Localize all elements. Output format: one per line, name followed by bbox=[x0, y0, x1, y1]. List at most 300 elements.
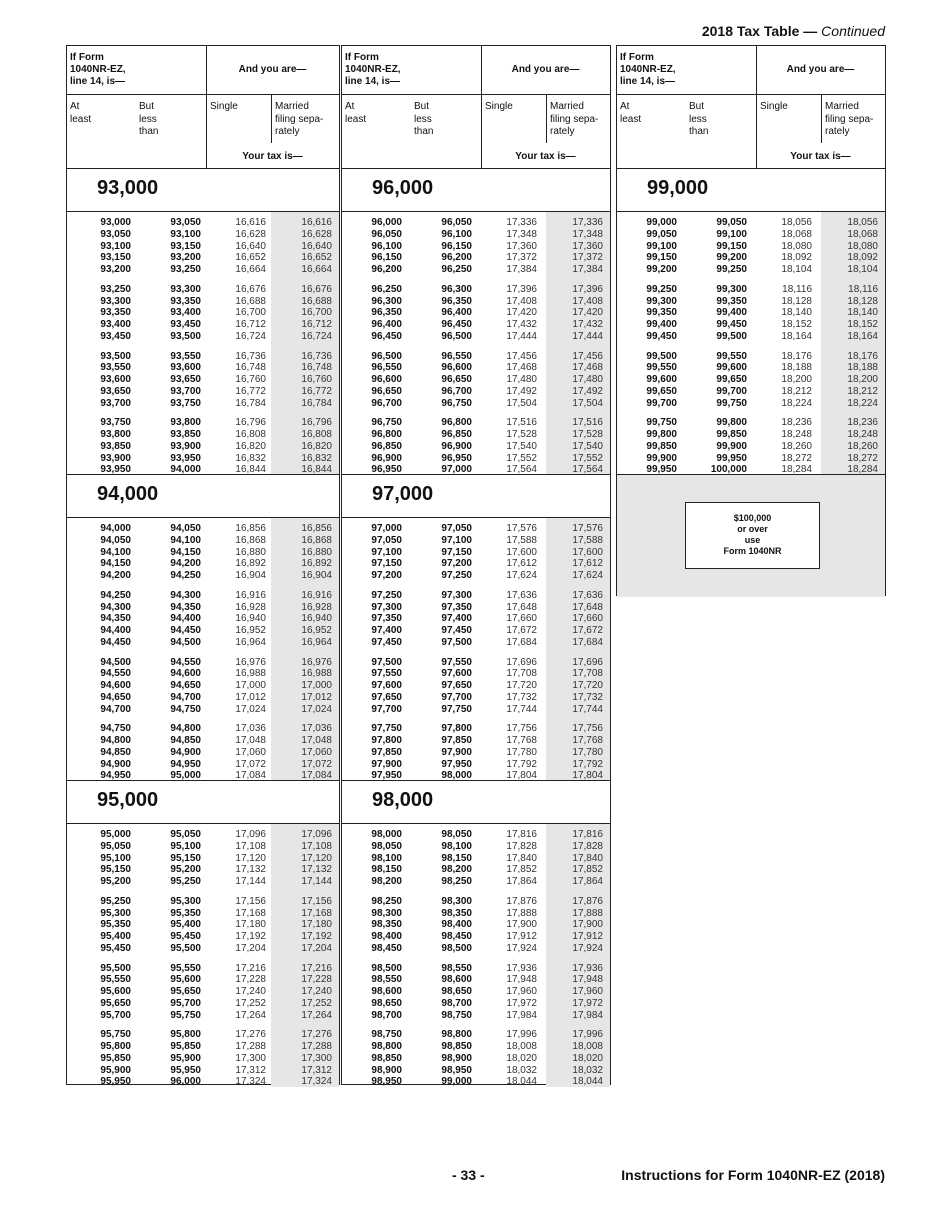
at-least-value: 94,900 bbox=[100, 758, 131, 770]
single-tax-value: 17,108 bbox=[235, 840, 266, 852]
section-heading bbox=[342, 169, 610, 212]
table-row bbox=[67, 998, 339, 1010]
but-less-than-value: 93,950 bbox=[170, 452, 201, 464]
table-row bbox=[342, 943, 610, 955]
but-less-than-value: 95,450 bbox=[170, 931, 201, 942]
at-least-value: 95,400 bbox=[100, 931, 131, 942]
header-row-1 bbox=[617, 46, 885, 95]
at-least-value: 99,400 bbox=[646, 319, 677, 330]
but-less-than-value: 94,800 bbox=[170, 723, 201, 735]
table-row bbox=[617, 417, 885, 429]
at-least-value: 97,550 bbox=[371, 668, 402, 680]
at-least-value: 94,100 bbox=[100, 546, 131, 558]
at-least-value: 96,950 bbox=[371, 464, 402, 476]
single-tax-value: 17,816 bbox=[506, 829, 537, 840]
married-tax-value: 17,480 bbox=[572, 374, 603, 385]
at-least-value: 95,350 bbox=[100, 919, 131, 931]
married-tax-value: 16,700 bbox=[301, 307, 332, 319]
married-tax-value: 16,964 bbox=[301, 636, 332, 648]
table-row bbox=[67, 547, 339, 559]
at-least-value: 93,250 bbox=[100, 283, 131, 295]
married-tax-value: 17,648 bbox=[572, 601, 603, 613]
table-row bbox=[342, 284, 610, 296]
at-least-value: 97,350 bbox=[371, 613, 402, 625]
table-row bbox=[342, 374, 610, 386]
but-less-than-value: 93,100 bbox=[170, 228, 201, 240]
but-less-than-value: 94,750 bbox=[170, 703, 201, 715]
at-least-value: 93,300 bbox=[100, 295, 131, 307]
but-less-than-value: 95,850 bbox=[170, 1041, 201, 1052]
at-least-value: 93,500 bbox=[100, 350, 131, 362]
single-tax-value: 17,024 bbox=[235, 703, 266, 715]
married-tax-value: 16,856 bbox=[301, 523, 332, 534]
at-least-value: 95,800 bbox=[100, 1041, 131, 1052]
but-less-than-value: 98,900 bbox=[441, 1052, 472, 1064]
but-less-than-value: 94,700 bbox=[170, 691, 201, 703]
married-tax-value: 18,200 bbox=[847, 374, 878, 385]
at-least-value: 95,150 bbox=[100, 864, 131, 876]
single-tax-value: 16,760 bbox=[235, 374, 266, 385]
table-row bbox=[67, 429, 339, 441]
at-least-value: 95,900 bbox=[100, 1064, 131, 1076]
section-data bbox=[617, 212, 885, 475]
single-tax-value: 17,480 bbox=[506, 374, 537, 385]
single-tax-value: 17,672 bbox=[506, 625, 537, 636]
married-tax-value: 17,612 bbox=[572, 558, 603, 570]
single-tax-value: 17,972 bbox=[506, 997, 537, 1009]
table-row bbox=[342, 896, 610, 908]
row-list bbox=[342, 523, 610, 790]
single-tax-value: 18,248 bbox=[781, 429, 812, 440]
married-filing-separately-label: Married filing sepa- rately bbox=[825, 101, 874, 137]
single-tax-value: 17,120 bbox=[235, 852, 266, 864]
at-least-value: 94,000 bbox=[100, 523, 131, 534]
at-least-value: 98,700 bbox=[371, 1009, 402, 1021]
single-tax-value: 17,384 bbox=[506, 264, 537, 275]
table-row bbox=[67, 829, 339, 841]
row-list bbox=[67, 829, 339, 1096]
married-tax-value: 17,144 bbox=[301, 876, 332, 887]
table-row bbox=[617, 307, 885, 319]
at-least-value: 96,050 bbox=[371, 228, 402, 240]
married-tax-value: 16,796 bbox=[301, 417, 332, 429]
at-least-value: 94,700 bbox=[100, 703, 131, 715]
section-data bbox=[342, 518, 610, 781]
but-less-than-value: 93,350 bbox=[170, 295, 201, 307]
at-least-value: 94,400 bbox=[100, 625, 131, 636]
at-least-value: 98,750 bbox=[371, 1029, 402, 1041]
at-least-value: 97,500 bbox=[371, 656, 402, 668]
table-row bbox=[67, 386, 339, 398]
row-group bbox=[617, 351, 885, 410]
at-least-value: 96,150 bbox=[371, 252, 402, 264]
married-tax-value: 17,492 bbox=[572, 385, 603, 397]
married-tax-value: 17,732 bbox=[572, 691, 603, 703]
table-row bbox=[342, 441, 610, 453]
married-tax-value: 17,264 bbox=[301, 1009, 332, 1021]
married-tax-value: 18,152 bbox=[847, 319, 878, 330]
single-tax-value: 16,724 bbox=[235, 330, 266, 342]
single-tax-value: 17,432 bbox=[506, 319, 537, 330]
at-least-value: 93,050 bbox=[100, 228, 131, 240]
table-row bbox=[67, 680, 339, 692]
married-tax-value: 17,408 bbox=[572, 295, 603, 307]
single-tax-value: 17,276 bbox=[235, 1029, 266, 1041]
but-less-than-value: 93,150 bbox=[170, 240, 201, 252]
but-less-than-value: 93,450 bbox=[170, 319, 201, 330]
at-least-value: 97,200 bbox=[371, 570, 402, 581]
but-less-than-value: 98,500 bbox=[441, 942, 472, 954]
married-tax-value: 17,564 bbox=[572, 464, 603, 476]
table-row bbox=[67, 759, 339, 771]
but-less-than-value: 95,400 bbox=[170, 919, 201, 931]
but-less-than-value: 95,300 bbox=[170, 895, 201, 907]
at-least-value: 93,150 bbox=[100, 252, 131, 264]
but-less-than-value: 96,800 bbox=[441, 417, 472, 429]
table-row bbox=[67, 284, 339, 296]
single-tax-value: 16,784 bbox=[235, 397, 266, 409]
married-filing-separately-label: Married filing sepa- rately bbox=[275, 101, 324, 137]
married-tax-value: 17,096 bbox=[301, 829, 332, 840]
table-row bbox=[67, 217, 339, 229]
at-least-value: 93,800 bbox=[100, 429, 131, 440]
single-tax-value: 17,792 bbox=[506, 758, 537, 770]
single-tax-value: 17,984 bbox=[506, 1009, 537, 1021]
married-tax-value: 16,712 bbox=[301, 319, 332, 330]
section-heading-label: 99,000 bbox=[647, 177, 709, 199]
header-row-1 bbox=[67, 46, 339, 95]
married-tax-value: 17,072 bbox=[301, 758, 332, 770]
single-tax-value: 17,804 bbox=[506, 770, 537, 782]
at-least-value: 93,650 bbox=[100, 385, 131, 397]
single-tax-value: 17,636 bbox=[506, 589, 537, 601]
married-tax-value: 17,036 bbox=[301, 723, 332, 735]
table-row bbox=[342, 864, 610, 876]
row-group bbox=[67, 657, 339, 716]
table-row bbox=[342, 590, 610, 602]
but-less-than-value: 95,500 bbox=[170, 942, 201, 954]
table-row bbox=[617, 331, 885, 343]
single-tax-value: 17,960 bbox=[506, 986, 537, 997]
married-tax-value: 16,988 bbox=[301, 668, 332, 680]
single-tax-value: 17,936 bbox=[506, 962, 537, 974]
table-row bbox=[342, 657, 610, 669]
married-tax-value: 17,228 bbox=[301, 974, 332, 986]
married-tax-value: 17,816 bbox=[572, 829, 603, 840]
row-group bbox=[67, 284, 339, 343]
married-tax-value: 17,696 bbox=[572, 656, 603, 668]
at-least-value: 96,900 bbox=[371, 452, 402, 464]
table-row bbox=[617, 362, 885, 374]
table-row bbox=[67, 264, 339, 276]
but-less-than-value: 95,100 bbox=[170, 840, 201, 852]
single-tax-value: 17,096 bbox=[235, 829, 266, 840]
single-tax-value: 17,756 bbox=[506, 723, 537, 735]
married-tax-value: 17,324 bbox=[301, 1076, 332, 1088]
table-row bbox=[67, 602, 339, 614]
at-least-label: At least bbox=[620, 101, 642, 125]
at-least-label: At least bbox=[70, 101, 92, 125]
at-least-value: 97,650 bbox=[371, 691, 402, 703]
married-tax-value: 17,948 bbox=[572, 974, 603, 986]
but-less-than-value: 95,350 bbox=[170, 907, 201, 919]
at-least-value: 93,950 bbox=[100, 464, 131, 476]
single-tax-value: 17,444 bbox=[506, 330, 537, 342]
but-less-than-value: 97,700 bbox=[441, 691, 472, 703]
single-tax-value: 18,044 bbox=[506, 1076, 537, 1088]
but-less-than-value: 93,750 bbox=[170, 397, 201, 409]
at-least-value: 96,500 bbox=[371, 350, 402, 362]
married-tax-value: 17,708 bbox=[572, 668, 603, 680]
married-tax-value: 18,116 bbox=[848, 283, 878, 295]
married-tax-value: 17,312 bbox=[301, 1064, 332, 1076]
row-group bbox=[67, 590, 339, 649]
but-less-than-value: 99,250 bbox=[716, 264, 747, 275]
but-less-than-value: 96,350 bbox=[441, 295, 472, 307]
at-least-value: 93,400 bbox=[100, 319, 131, 330]
but-less-than-value: 96,050 bbox=[441, 217, 472, 228]
married-tax-value: 18,104 bbox=[847, 264, 878, 275]
at-least-value: 95,200 bbox=[100, 876, 131, 887]
married-tax-value: 17,180 bbox=[301, 919, 332, 931]
at-least-value: 94,750 bbox=[100, 723, 131, 735]
married-tax-value: 16,760 bbox=[301, 374, 332, 385]
but-less-than-value: 95,200 bbox=[170, 864, 201, 876]
at-least-value: 96,200 bbox=[371, 264, 402, 275]
single-tax-value: 18,176 bbox=[781, 350, 812, 362]
single-tax-value: 17,000 bbox=[235, 680, 266, 691]
but-less-than-value: 97,450 bbox=[441, 625, 472, 636]
table-row bbox=[67, 417, 339, 429]
row-group bbox=[67, 1029, 339, 1088]
single-tax-value: 17,600 bbox=[506, 546, 537, 558]
married-tax-value: 17,432 bbox=[572, 319, 603, 330]
but-less-than-value: 96,200 bbox=[441, 252, 472, 264]
single-tax-value: 17,192 bbox=[235, 931, 266, 942]
page-number: - 33 - bbox=[452, 1167, 485, 1183]
single-tax-value: 16,976 bbox=[235, 656, 266, 668]
table-row bbox=[342, 723, 610, 735]
single-tax-value: 18,284 bbox=[781, 464, 812, 476]
married-tax-value: 16,844 bbox=[301, 464, 332, 476]
at-least-value: 99,350 bbox=[646, 307, 677, 319]
single-tax-value: 18,092 bbox=[781, 252, 812, 264]
at-least-value: 98,100 bbox=[371, 852, 402, 864]
at-least-value: 97,000 bbox=[371, 523, 402, 534]
but-less-than-value: 94,650 bbox=[170, 680, 201, 691]
but-less-than-value: 98,100 bbox=[441, 840, 472, 852]
but-less-than-value: 94,950 bbox=[170, 758, 201, 770]
at-least-value: 97,300 bbox=[371, 601, 402, 613]
table-row bbox=[67, 570, 339, 582]
married-tax-value: 18,092 bbox=[847, 252, 878, 264]
married-tax-value: 16,616 bbox=[301, 217, 332, 228]
married-tax-value: 16,868 bbox=[301, 534, 332, 546]
single-tax-value: 18,152 bbox=[781, 319, 812, 330]
married-tax-value: 17,720 bbox=[572, 680, 603, 691]
single-tax-value: 17,300 bbox=[235, 1052, 266, 1064]
but-less-than-value: 96,500 bbox=[441, 330, 472, 342]
but-less-than-value: 98,750 bbox=[441, 1009, 472, 1021]
married-tax-value: 17,372 bbox=[572, 252, 603, 264]
if-form-label: If Form 1040NR-EZ, line 14, is— bbox=[70, 52, 126, 87]
married-tax-value: 17,672 bbox=[572, 625, 603, 636]
table-row bbox=[67, 307, 339, 319]
but-less-than-value: 93,900 bbox=[170, 440, 201, 452]
table-row bbox=[342, 307, 610, 319]
married-tax-value: 16,652 bbox=[301, 252, 332, 264]
at-least-value: 99,900 bbox=[646, 452, 677, 464]
but-less-than-label: But less than bbox=[414, 101, 434, 137]
married-tax-value: 18,068 bbox=[847, 228, 878, 240]
table-row bbox=[67, 229, 339, 241]
married-tax-value: 16,676 bbox=[301, 283, 332, 295]
table-row bbox=[342, 319, 610, 331]
but-less-than-value: 95,000 bbox=[170, 770, 201, 782]
but-less-than-value: 94,600 bbox=[170, 668, 201, 680]
married-tax-value: 17,624 bbox=[572, 570, 603, 581]
row-group bbox=[342, 1029, 610, 1088]
married-tax-value: 16,904 bbox=[301, 570, 332, 581]
but-less-than-value: 98,550 bbox=[441, 962, 472, 974]
married-tax-value: 17,084 bbox=[301, 770, 332, 782]
table-row bbox=[67, 523, 339, 535]
married-filing-separately-label: Married filing sepa- rately bbox=[550, 101, 599, 137]
table-row bbox=[342, 558, 610, 570]
but-less-than-value: 97,500 bbox=[441, 636, 472, 648]
table-row bbox=[342, 931, 610, 943]
section-heading-label: 95,000 bbox=[97, 789, 159, 811]
single-tax-value: 17,372 bbox=[506, 252, 537, 264]
at-least-value: 95,100 bbox=[100, 852, 131, 864]
table-row bbox=[342, 998, 610, 1010]
but-less-than-value: 99,600 bbox=[716, 362, 747, 374]
but-less-than-value: 93,850 bbox=[170, 429, 201, 440]
at-least-value: 97,450 bbox=[371, 636, 402, 648]
single-tax-value: 16,700 bbox=[235, 307, 266, 319]
but-less-than-value: 94,400 bbox=[170, 613, 201, 625]
section-heading-label: 96,000 bbox=[372, 177, 434, 199]
but-less-than-value: 97,100 bbox=[441, 534, 472, 546]
tax-table-column-3 bbox=[616, 45, 886, 596]
table-row bbox=[67, 986, 339, 998]
single-tax-value: 17,552 bbox=[506, 452, 537, 464]
table-row bbox=[617, 351, 885, 363]
single-tax-value: 16,736 bbox=[235, 350, 266, 362]
at-least-value: 94,650 bbox=[100, 691, 131, 703]
your-tax-is-label: Your tax is— bbox=[242, 151, 303, 162]
but-less-than-value: 98,650 bbox=[441, 986, 472, 997]
but-less-than-value: 99,550 bbox=[716, 350, 747, 362]
single-tax-value: 17,288 bbox=[235, 1041, 266, 1052]
but-less-than-label: But less than bbox=[139, 101, 159, 137]
single-tax-value: 17,240 bbox=[235, 986, 266, 997]
at-least-value: 98,350 bbox=[371, 919, 402, 931]
at-least-value: 93,600 bbox=[100, 374, 131, 385]
single-tax-value: 16,988 bbox=[235, 668, 266, 680]
but-less-than-value: 94,350 bbox=[170, 601, 201, 613]
row-group bbox=[67, 217, 339, 276]
single-tax-value: 17,660 bbox=[506, 613, 537, 625]
married-tax-value: 17,288 bbox=[301, 1041, 332, 1052]
single-tax-value: 16,892 bbox=[235, 558, 266, 570]
table-row bbox=[342, 735, 610, 747]
at-least-value: 95,050 bbox=[100, 840, 131, 852]
married-tax-value: 17,876 bbox=[572, 895, 603, 907]
married-tax-value: 16,808 bbox=[301, 429, 332, 440]
married-tax-value: 18,128 bbox=[847, 295, 878, 307]
but-less-than-value: 97,200 bbox=[441, 558, 472, 570]
table-row bbox=[617, 252, 885, 264]
at-least-value: 99,950 bbox=[646, 464, 677, 476]
table-row bbox=[67, 704, 339, 716]
single-tax-value: 17,216 bbox=[235, 962, 266, 974]
married-tax-value: 17,276 bbox=[301, 1029, 332, 1041]
at-least-value: 96,800 bbox=[371, 429, 402, 440]
section-heading bbox=[617, 169, 885, 212]
row-group bbox=[342, 829, 610, 888]
row-group bbox=[342, 963, 610, 1022]
single-tax-value: 16,676 bbox=[235, 283, 266, 295]
single-tax-value: 18,224 bbox=[781, 397, 812, 409]
but-less-than-value: 97,600 bbox=[441, 668, 472, 680]
but-less-than-value: 98,800 bbox=[441, 1029, 472, 1041]
single-tax-value: 17,408 bbox=[506, 295, 537, 307]
married-tax-value: 17,444 bbox=[572, 330, 603, 342]
table-row bbox=[342, 296, 610, 308]
table-row bbox=[67, 1076, 339, 1088]
married-tax-value: 17,108 bbox=[301, 840, 332, 852]
at-least-value: 95,250 bbox=[100, 895, 131, 907]
married-tax-value: 17,000 bbox=[301, 680, 332, 691]
married-tax-value: 18,272 bbox=[847, 452, 878, 464]
table-row bbox=[342, 535, 610, 547]
at-least-value: 95,750 bbox=[100, 1029, 131, 1041]
but-less-than-value: 98,600 bbox=[441, 974, 472, 986]
but-less-than-value: 93,300 bbox=[170, 283, 201, 295]
table-row bbox=[67, 657, 339, 669]
at-least-value: 98,200 bbox=[371, 876, 402, 887]
at-least-label: At least bbox=[345, 101, 367, 125]
at-least-value: 93,900 bbox=[100, 452, 131, 464]
table-row bbox=[67, 374, 339, 386]
table-row bbox=[67, 943, 339, 955]
table-row bbox=[67, 919, 339, 931]
married-tax-value: 16,832 bbox=[301, 452, 332, 464]
single-tax-value: 17,900 bbox=[506, 919, 537, 931]
married-tax-value: 17,828 bbox=[572, 840, 603, 852]
married-tax-value: 17,576 bbox=[572, 523, 603, 534]
but-less-than-value: 95,750 bbox=[170, 1009, 201, 1021]
table-row bbox=[67, 441, 339, 453]
but-less-than-value: 96,250 bbox=[441, 264, 472, 275]
but-less-than-value: 93,800 bbox=[170, 417, 201, 429]
single-tax-value: 17,648 bbox=[506, 601, 537, 613]
but-less-than-value: 98,700 bbox=[441, 997, 472, 1009]
at-least-value: 97,600 bbox=[371, 680, 402, 691]
at-least-value: 95,950 bbox=[100, 1076, 131, 1088]
table-row bbox=[617, 319, 885, 331]
single-tax-value: 17,084 bbox=[235, 770, 266, 782]
married-tax-value: 17,888 bbox=[572, 907, 603, 919]
but-less-than-value: 99,150 bbox=[716, 240, 747, 252]
at-least-value: 96,300 bbox=[371, 295, 402, 307]
at-least-value: 95,450 bbox=[100, 942, 131, 954]
single-tax-value: 17,864 bbox=[506, 876, 537, 887]
at-least-value: 93,750 bbox=[100, 417, 131, 429]
section-data bbox=[67, 824, 339, 1087]
but-less-than-value: 93,500 bbox=[170, 330, 201, 342]
